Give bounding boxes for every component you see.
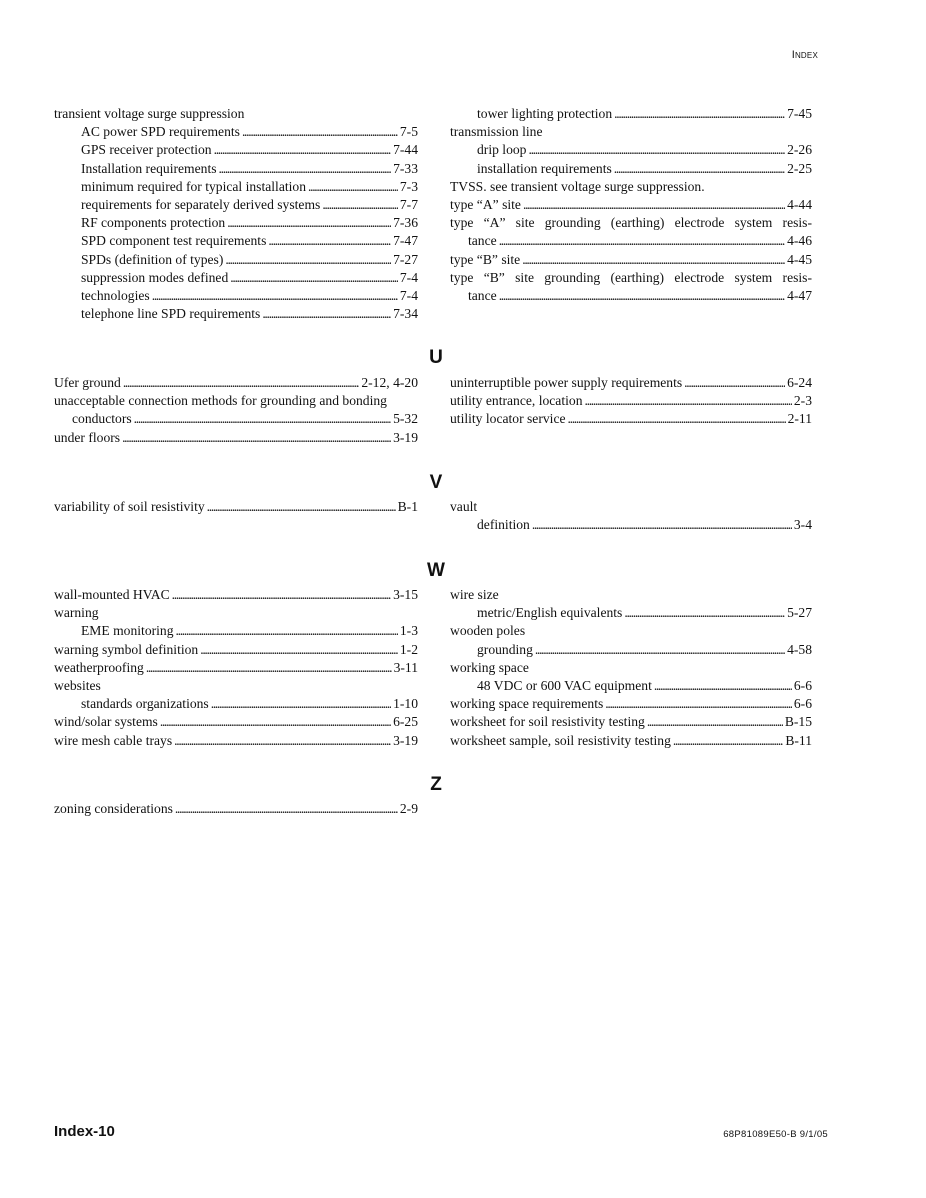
w-left-column xyxy=(54,586,418,750)
entry-text: technologies xyxy=(81,288,150,304)
entry-text: warning xyxy=(54,605,99,621)
index-entry xyxy=(54,800,418,818)
entry-page: 6-25 xyxy=(393,714,418,730)
index-entry xyxy=(450,516,812,534)
v-left-column xyxy=(54,498,418,516)
index-entry xyxy=(54,269,418,287)
entry-text: requirements for separately derived systems xyxy=(81,197,321,213)
entry-page: 2-12, 4-20 xyxy=(361,375,418,390)
entry-text: wall-mounted HVAC xyxy=(54,587,170,602)
entry-text: installation requirements xyxy=(477,160,612,176)
entry-text: metric/English equivalents xyxy=(477,605,623,621)
index-entry xyxy=(54,178,418,196)
entry-text: wire size xyxy=(450,587,499,602)
index-entry xyxy=(450,604,812,622)
entry-text: RF components protection xyxy=(81,215,226,231)
footer-doc-id: 68P81089E50-B 9/1/05 xyxy=(723,1129,828,1140)
index-entry xyxy=(450,214,812,250)
index-entry xyxy=(450,659,812,677)
index-entry xyxy=(54,498,418,516)
entry-text: tower lighting protection xyxy=(477,106,613,121)
entry-page: 3-11 xyxy=(393,659,418,675)
entry-text: transient voltage surge suppression xyxy=(54,106,245,121)
entry-page: 5-27 xyxy=(787,605,812,621)
u-right-column xyxy=(450,374,812,429)
entry-text: minimum required for typical installation xyxy=(81,178,307,194)
index-entry xyxy=(450,178,812,196)
entry-page: 7-45 xyxy=(787,106,812,121)
z-left-column xyxy=(54,800,418,818)
index-entry xyxy=(450,196,812,214)
entry-text: type “A” site xyxy=(450,197,521,213)
entry-text: vault xyxy=(450,499,478,514)
w-right-column xyxy=(450,586,812,750)
index-entry xyxy=(450,622,812,640)
entry-page: 3-4 xyxy=(793,517,812,533)
index-entry xyxy=(54,695,418,713)
entry-page: 4-44 xyxy=(787,197,812,213)
entry-text: worksheet for soil resistivity testing xyxy=(450,714,645,730)
index-entry xyxy=(54,251,418,269)
index-entry xyxy=(54,713,418,731)
index-entry xyxy=(54,123,418,141)
entry-text-cont: conductors xyxy=(72,411,132,427)
index-entry xyxy=(450,141,812,159)
t-left-column xyxy=(54,105,418,323)
section-letter-u: U xyxy=(429,347,443,368)
entry-page: 7-36 xyxy=(393,215,418,231)
entry-text: 48 VDC or 600 VAC equipment xyxy=(477,678,652,694)
entry-text: utility locator service xyxy=(450,411,566,427)
entry-text: AC power SPD requirements xyxy=(81,124,240,140)
entry-text: websites xyxy=(54,678,101,694)
entry-text: unacceptable connection methods for grounding and bonding xyxy=(54,393,387,409)
entry-text: type “B” site xyxy=(450,251,521,267)
entry-page: 7-44 xyxy=(393,142,418,158)
entry-text: GPS receiver protection xyxy=(81,142,212,158)
entry-page: 4-45 xyxy=(787,251,812,267)
index-entry xyxy=(54,659,418,677)
entry-text: TVSS. see transient voltage surge suppression. xyxy=(450,178,705,194)
entry-page: 7-3 xyxy=(399,178,418,194)
index-entry xyxy=(54,604,418,622)
entry-text: EME monitoring xyxy=(81,623,174,639)
entry-page: 6-6 xyxy=(793,696,812,712)
index-entry xyxy=(450,105,812,123)
index-entry xyxy=(54,392,418,428)
entry-text: wind/solar systems xyxy=(54,714,158,730)
t-right-list xyxy=(450,105,812,214)
index-entry xyxy=(450,677,812,695)
index-entry xyxy=(450,732,812,750)
entry-page: 1-3 xyxy=(399,623,418,639)
index-entry xyxy=(54,732,418,750)
entry-text: zoning considerations xyxy=(54,801,173,816)
entry-page: 1-2 xyxy=(399,641,418,657)
entry-page: B-1 xyxy=(397,499,418,514)
entry-text: SPDs (definition of types) xyxy=(81,251,224,267)
entry-page: 4-47 xyxy=(787,288,812,304)
index-entry xyxy=(450,498,812,516)
entry-page: 6-6 xyxy=(793,678,812,694)
entry-text: worksheet sample, soil resistivity testing xyxy=(450,732,671,748)
index-entry xyxy=(450,123,812,141)
index-entry xyxy=(450,251,812,269)
index-entry xyxy=(54,232,418,250)
entry-page: 7-7 xyxy=(399,197,418,213)
footer-page-label: Index-10 xyxy=(54,1123,115,1140)
entry-page: 4-46 xyxy=(787,233,812,249)
entry-page: 7-27 xyxy=(393,251,418,267)
entry-text: type “A” site grounding (earthing) electrode system resis- xyxy=(450,215,812,231)
section-letter-z: Z xyxy=(430,774,442,795)
entry-page: 1-10 xyxy=(393,696,418,712)
entry-text: working space requirements xyxy=(450,696,604,712)
entry-page: 5-32 xyxy=(393,411,418,427)
entry-page: 2-25 xyxy=(787,160,812,176)
index-entry xyxy=(54,429,418,447)
entry-page: 3-15 xyxy=(393,587,418,602)
entry-page: 2-3 xyxy=(793,393,812,409)
entry-page: 4-58 xyxy=(787,641,812,657)
index-entry xyxy=(450,695,812,713)
index-entry xyxy=(450,374,812,392)
entry-text-cont: tance xyxy=(468,233,497,249)
entry-page: B-15 xyxy=(784,714,812,730)
index-entry xyxy=(54,641,418,659)
entry-text: Installation requirements xyxy=(81,160,217,176)
entry-text: wooden poles xyxy=(450,623,526,639)
entry-page: 3-19 xyxy=(393,429,418,445)
entry-text: utility entrance, location xyxy=(450,393,583,409)
entry-page: 7-4 xyxy=(399,288,418,304)
index-entry xyxy=(450,713,812,731)
entry-text: uninterruptible power supply requirements xyxy=(450,375,683,390)
entry-text: suppression modes defined xyxy=(81,269,229,285)
entry-text-cont: tance xyxy=(468,288,497,304)
section-letter-v: V xyxy=(429,472,443,493)
section-letter-w: W xyxy=(427,560,445,581)
entry-text: under floors xyxy=(54,429,121,445)
entry-text: warning symbol definition xyxy=(54,641,199,657)
entry-text: wire mesh cable trays xyxy=(54,732,173,748)
entry-text: definition xyxy=(477,517,530,533)
entry-page: 7-47 xyxy=(393,233,418,249)
index-entry xyxy=(450,641,812,659)
index-entry xyxy=(54,287,418,305)
entry-page: 6-24 xyxy=(787,375,812,390)
entry-text: type “B” site grounding (earthing) electrode system resis- xyxy=(450,269,812,285)
t-right-column xyxy=(450,105,812,305)
entry-text: grounding xyxy=(477,641,533,657)
entry-page: 2-11 xyxy=(787,411,812,427)
index-entry xyxy=(450,392,812,410)
entry-page: 7-34 xyxy=(393,306,418,322)
index-entry xyxy=(54,586,418,604)
index-entry xyxy=(450,160,812,178)
entry-text: SPD component test requirements xyxy=(81,233,267,249)
entry-text: Ufer ground xyxy=(54,375,121,390)
entry-text: drip loop xyxy=(477,142,527,158)
entry-text: weatherproofing xyxy=(54,659,144,675)
entry-text: telephone line SPD requirements xyxy=(81,306,261,322)
index-entry xyxy=(450,410,812,428)
index-entry xyxy=(54,214,418,232)
entry-text: standards organizations xyxy=(81,696,209,712)
index-entry xyxy=(54,196,418,214)
u-left-column xyxy=(54,374,418,447)
entry-text: transmission line xyxy=(450,124,543,140)
entry-text: variability of soil resistivity xyxy=(54,499,205,514)
entry-page: 7-5 xyxy=(399,124,418,140)
running-header: Index xyxy=(791,49,818,61)
index-entry xyxy=(54,677,418,695)
entry-page: 7-4 xyxy=(399,269,418,285)
index-entry xyxy=(54,141,418,159)
entry-page: 3-19 xyxy=(393,732,418,748)
index-entry xyxy=(54,374,418,392)
entry-page: 7-33 xyxy=(393,160,418,176)
entry-page: 2-9 xyxy=(399,801,418,816)
index-entry xyxy=(54,105,418,123)
index-entry xyxy=(450,586,812,604)
index-entry xyxy=(54,622,418,640)
entry-text: working space xyxy=(450,659,529,675)
v-right-column xyxy=(450,498,812,534)
index-entry xyxy=(54,305,418,323)
index-entry xyxy=(450,269,812,305)
entry-page: B-11 xyxy=(785,732,812,748)
entry-page: 2-26 xyxy=(787,142,812,158)
index-entry xyxy=(54,160,418,178)
